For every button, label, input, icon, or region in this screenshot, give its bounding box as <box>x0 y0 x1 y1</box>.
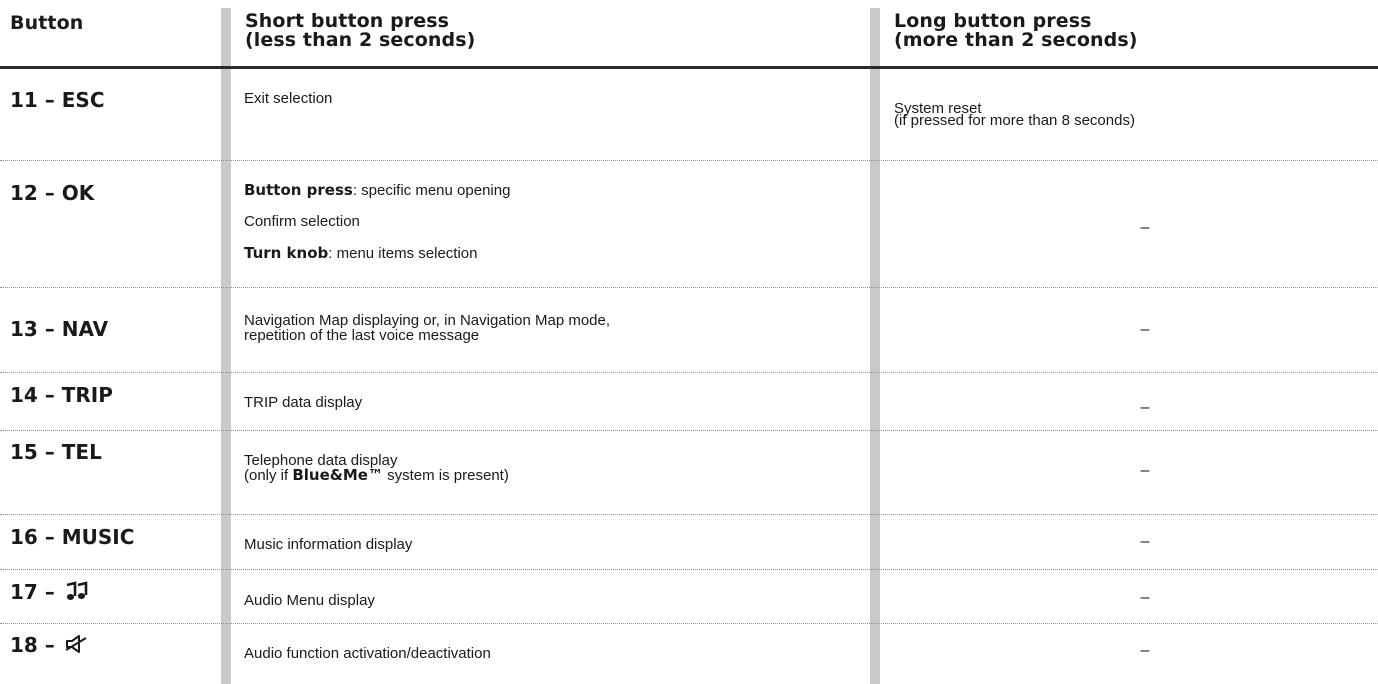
esc-short-press: Exit selection <box>244 90 333 107</box>
audio-menu-long-press: – <box>1140 589 1150 606</box>
header-rule <box>0 66 1378 69</box>
row-divider <box>0 514 1378 515</box>
audio-menu-short-press: Audio Menu display <box>244 592 375 609</box>
tel-long-press: – <box>1140 462 1150 479</box>
nav-long-press: – <box>1140 321 1150 338</box>
tel-short-press-line1: Telephone data display <box>244 452 398 469</box>
ok-short-press-line1: Button press: specific menu opening <box>244 181 511 199</box>
trip-short-press: TRIP data display <box>244 394 363 411</box>
button-mute: 18 – <box>10 634 90 658</box>
row-divider <box>0 287 1378 288</box>
button-music: 16 – MUSIC <box>10 525 135 549</box>
header-button: Button <box>10 12 84 34</box>
ok-short-press-line2: Confirm selection <box>244 213 360 230</box>
row-divider <box>0 430 1378 431</box>
mute-short-press: Audio function activation/deactivation <box>244 645 491 662</box>
header-long-press: Long button press (more than 2 seconds) <box>894 10 1138 51</box>
button-ok: 12 – OK <box>10 181 95 205</box>
esc-long-press-line1: System reset <box>894 100 982 117</box>
music-short-press: Music information display <box>244 536 413 553</box>
row-divider <box>0 160 1378 161</box>
button-esc: 11 – ESC <box>10 88 105 112</box>
button-nav: 13 – NAV <box>10 317 109 341</box>
row-divider <box>0 623 1378 624</box>
row-divider <box>0 569 1378 570</box>
header-short-press: Short button press (less than 2 seconds) <box>245 10 476 51</box>
button-trip: 14 – TRIP <box>10 383 113 407</box>
mute-long-press: – <box>1140 642 1150 659</box>
button-audio-menu: 17 – <box>10 581 88 605</box>
tel-short-press-line2: (only if Blue&Me™ system is present) <box>244 466 509 484</box>
nav-short-press-line2: repetition of the last voice message <box>244 327 480 344</box>
column-separator-short <box>221 8 231 684</box>
music-long-press: – <box>1140 533 1150 550</box>
ok-long-press: – <box>1140 219 1150 236</box>
row-divider <box>0 372 1378 373</box>
ok-short-press-line3: Turn knob: menu items selection <box>244 244 478 262</box>
esc-long-press-line2: (if pressed for more than 8 seconds) <box>894 112 1135 129</box>
music-notes-icon <box>64 581 88 605</box>
nav-short-press-line1: Navigation Map displaying or, in Navigation Map mode, <box>244 312 611 329</box>
mute-speaker-icon <box>64 634 90 658</box>
button-tel: 15 – TEL <box>10 440 102 464</box>
column-separator-long <box>870 8 880 684</box>
trip-long-press: – <box>1140 399 1150 416</box>
